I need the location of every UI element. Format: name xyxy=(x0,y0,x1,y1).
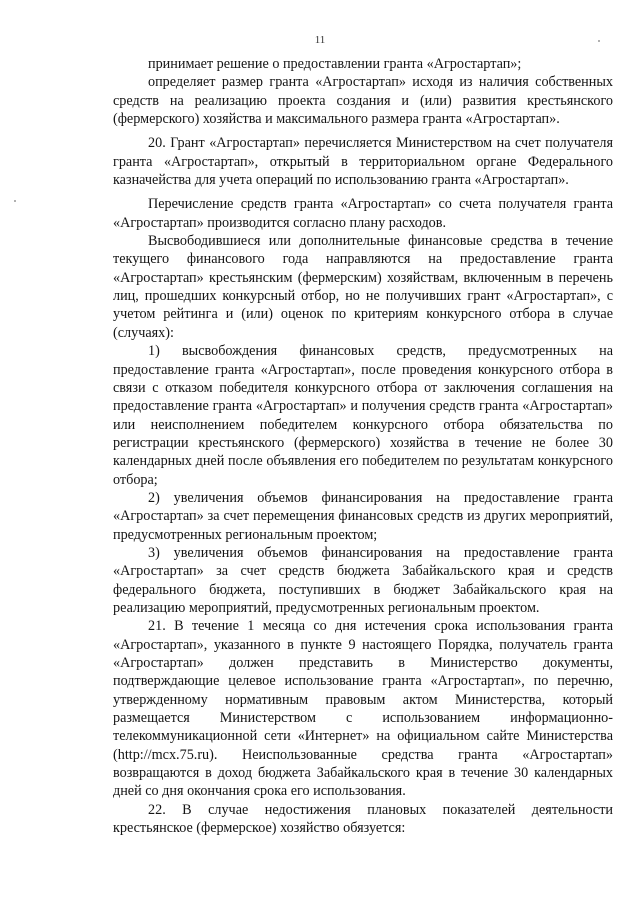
scan-speck xyxy=(14,200,16,202)
paragraph-case-2: 2) увеличения объемов финансирования на предоставление гранта «Агростартап» за счет перемещения финансовых средств из других мероприятий, предусмотренных региональным проектом; xyxy=(113,489,613,543)
document-body xyxy=(113,55,613,837)
page-number: 11 xyxy=(314,34,326,46)
paragraph-decision: принимает решение о предоставлении гранта «Агростартап»; xyxy=(148,56,522,72)
paragraph-grant-size: определяет размер гранта «Агростартап» исходя из наличия собственных средств на реализацию проекта создания и (или) развития крестьянского (фермерского) хозяйства и максимального размера гранта «Агростартап». xyxy=(113,74,613,128)
paragraph-released-funds: Высвободившиеся или дополнительные финансовые средства в течение текущего финансового года направляются на предоставление гранта «Агростартап» крестьянским (фермерским) хозяйствам, включенным в перечень лиц, прошедших конкурсный отбор, но не получивших грант «Агростартап», с учетом рейтинга и (или) оценок по критериям конкурсного отбора в случае (случаях): xyxy=(113,233,613,341)
paragraph-transfer: Перечисление средств гранта «Агростартап» со счета получателя гранта «Агростартап» производится согласно плану расходов. xyxy=(113,196,613,231)
scan-speck xyxy=(598,40,600,42)
paragraph-22: 22. В случае недостижения плановых показателей деятельности крестьянское (фермерское) хозяйство обязуется: xyxy=(113,801,613,837)
paragraph-20: 20. Грант «Агростартап» перечисляется Министерством на счет получателя гранта «Агростартап», открытый в территориальном органе Федерального казначейства для учета операций по использованию гранта «Агростартап». xyxy=(113,135,613,189)
paragraph-case-3: 3) увеличения объемов финансирования на предоставление гранта «Агростартап» за счет средств бюджета Забайкальского края и средств федерального бюджета, поступивших в бюджет Забайкальского края на реализацию мероприятий, предусмотренных региональным проектом. xyxy=(113,544,613,616)
paragraph-21: 21. В течение 1 месяца со дня истечения срока использования гранта «Агростартап», указанного в пункте 9 настоящего Порядка, получатель гранта «Агростартап» должен представить в Министерство документы, подтверждающие целевое использование гранта «Агростартап», по перечню, утвержденному нормативным правовым актом Министерства, который размещается Министерством с использованием информационно-телекоммуникационной сети «Интернет» на официальном сайте Министерства (http://mcx.75.ru). Неиспользованные средства гранта «Агростартап» возвращаются в доход бюджета Забайкальского края в течение 30 календарных дней со дня окончания срока его использования. xyxy=(113,618,613,800)
paragraph-case-1: 1) высвобождения финансовых средств, предусмотренных на предоставление гранта «Агростартап», после проведения конкурсного отбора в связи с отказом победителя конкурсного отбора от заключения соглашения на предоставление гранта «Агростартап» и получения средств гранта «Агростартап» или неисполнением победителем конкурсного отбора обязательства по регистрации крестьянского (фермерского) хозяйства в течение не более 30 календарных дней после объявления его победителем по результатам конкурсного отбора; xyxy=(113,343,613,488)
